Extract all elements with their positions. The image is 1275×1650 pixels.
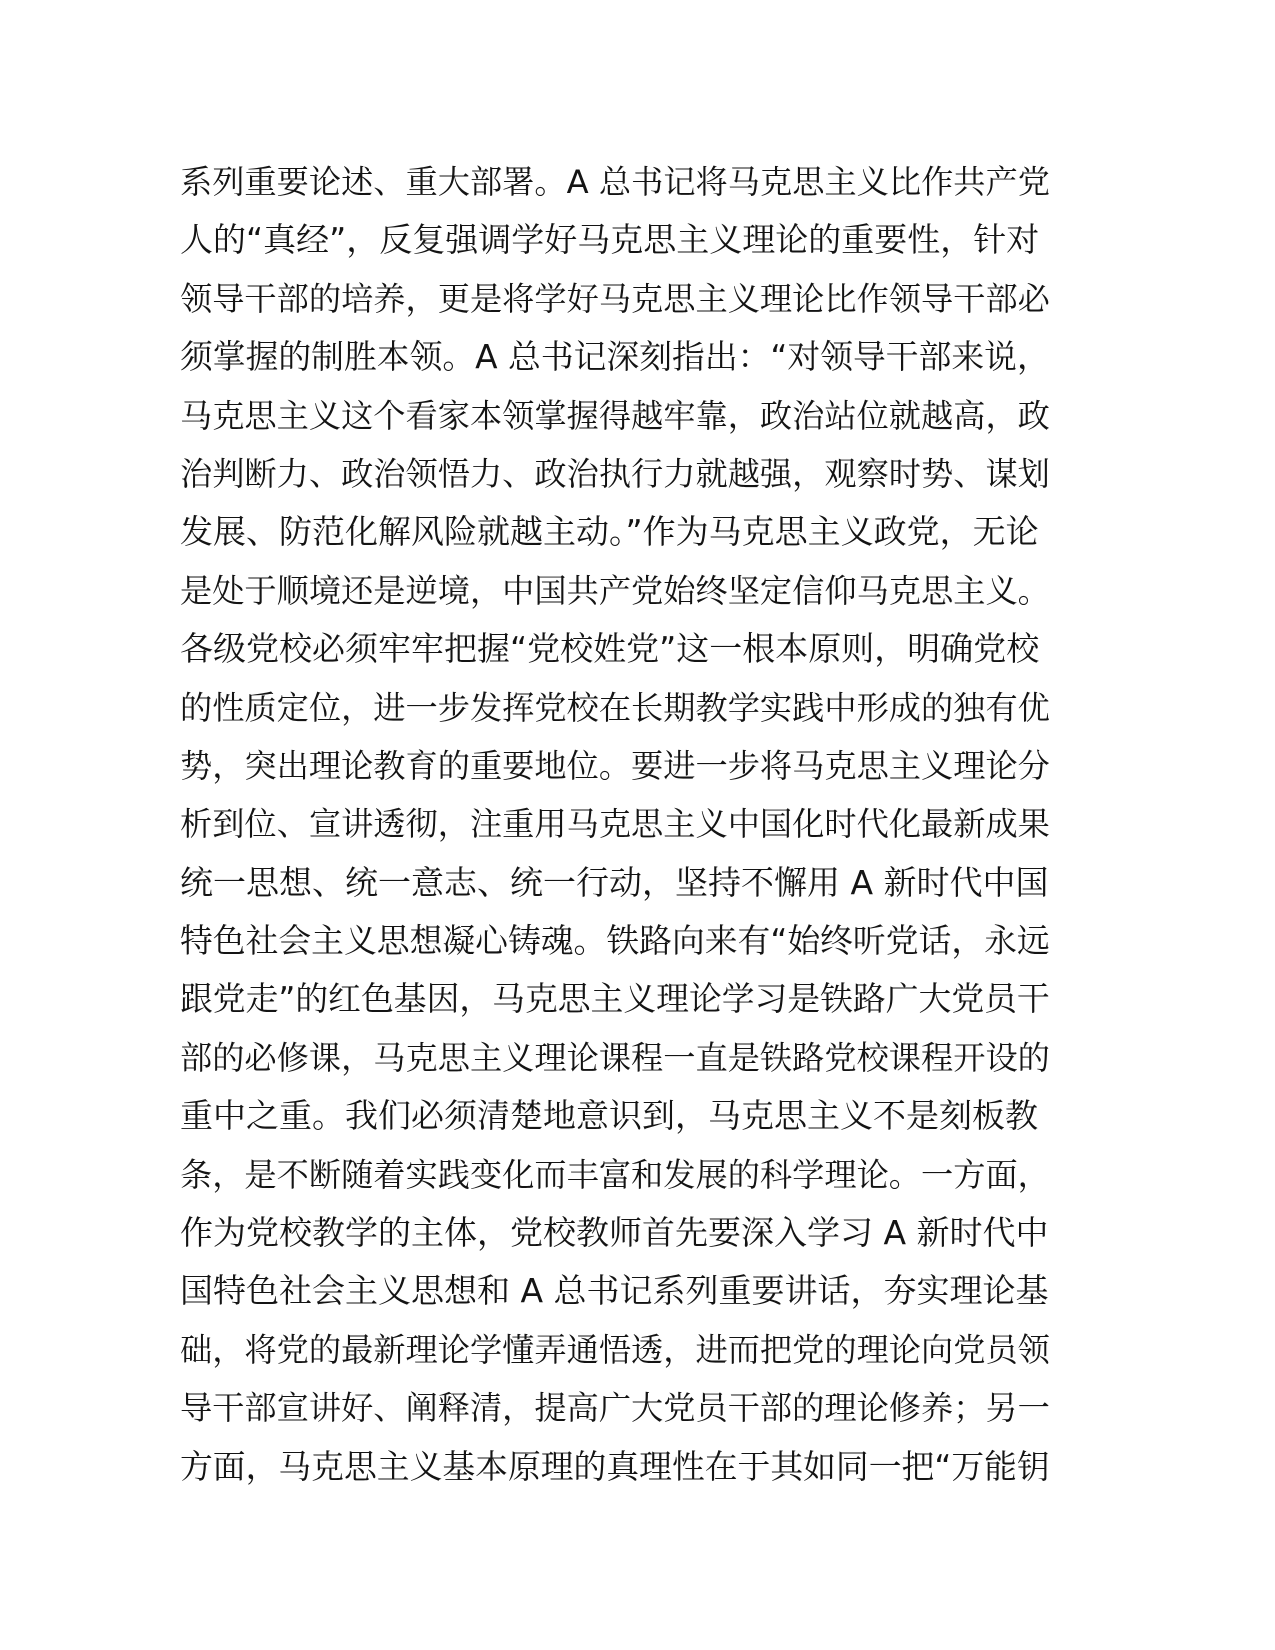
text-line: 各级党校必须牢牢把握“党校姓党”这一根本原则，明确党校 (180, 629, 1040, 669)
text-line: 须掌握的制胜本领。A 总书记深刻指出：“对领导干部来说， (180, 338, 1050, 377)
text-line: 作为党校教学的主体，党校教师首先要深入学习 A 新时代中 (180, 1213, 1049, 1253)
text-line: 人的“真经”，反复强调学好马克思主义理论的重要性，针对 (180, 220, 1040, 260)
text-line: 统一思想、统一意志、统一行动，坚持不懈用 A 新时代中国 (180, 862, 1049, 902)
text-line: 是处于顺境还是逆境，中国共产党始终坚定信仰马克思主义。 (180, 571, 1050, 610)
text-line: 系列重要论述、重大部署。A 总书记将马克思主义比作共产党 (180, 163, 1050, 201)
body-paragraph (180, 153, 1050, 1496)
text-line: 治判断力、政治领悟力、政治执行力就越强，观察时势、谋划 (180, 454, 1050, 493)
text-line: 析到位、宣讲透彻，注重用马克思主义中国化时代化最新成果 (180, 805, 1050, 844)
text-line: 跟党走”的红色基因，马克思主义理论学习是铁路广大党员干 (180, 980, 1050, 1019)
text-line: 方面，马克思主义基本原理的真理性在于其如同一把“万能钥 (180, 1447, 1050, 1486)
text-line: 部的必修课，马克思主义理论课程一直是铁路党校课程开设的 (180, 1038, 1050, 1077)
text-line: 马克思主义这个看家本领掌握得越牢靠，政治站位就越高，政 (180, 396, 1050, 435)
text-line: 的性质定位，进一步发挥党校在长期教学实践中形成的独有优 (180, 688, 1050, 727)
text-line: 导干部宣讲好、阐释清，提高广大党员干部的理论修养；另一 (180, 1389, 1050, 1428)
text-line: 础，将党的最新理论学懂弄通悟透，进而把党的理论向党员领 (180, 1330, 1050, 1369)
text-line: 发展、防范化解风险就越主动。”作为马克思主义政党，无论 (180, 512, 1039, 552)
text-line: 国特色社会主义思想和 A 总书记系列重要讲话，夯实理论基 (180, 1271, 1049, 1311)
text-line: 重中之重。我们必须清楚地意识到，马克思主义不是刻板教 (180, 1096, 1038, 1136)
text-line: 条，是不断随着实践变化而丰富和发展的科学理论。一方面， (180, 1155, 1050, 1194)
text-line: 领导干部的培养，更是将学好马克思主义理论比作领导干部必 (180, 279, 1050, 318)
text-line: 势，突出理论教育的重要地位。要进一步将马克思主义理论分 (180, 746, 1050, 785)
text-line: 特色社会主义思想凝心铸魂。铁路向来有“始终听党话，永远 (180, 922, 1050, 961)
